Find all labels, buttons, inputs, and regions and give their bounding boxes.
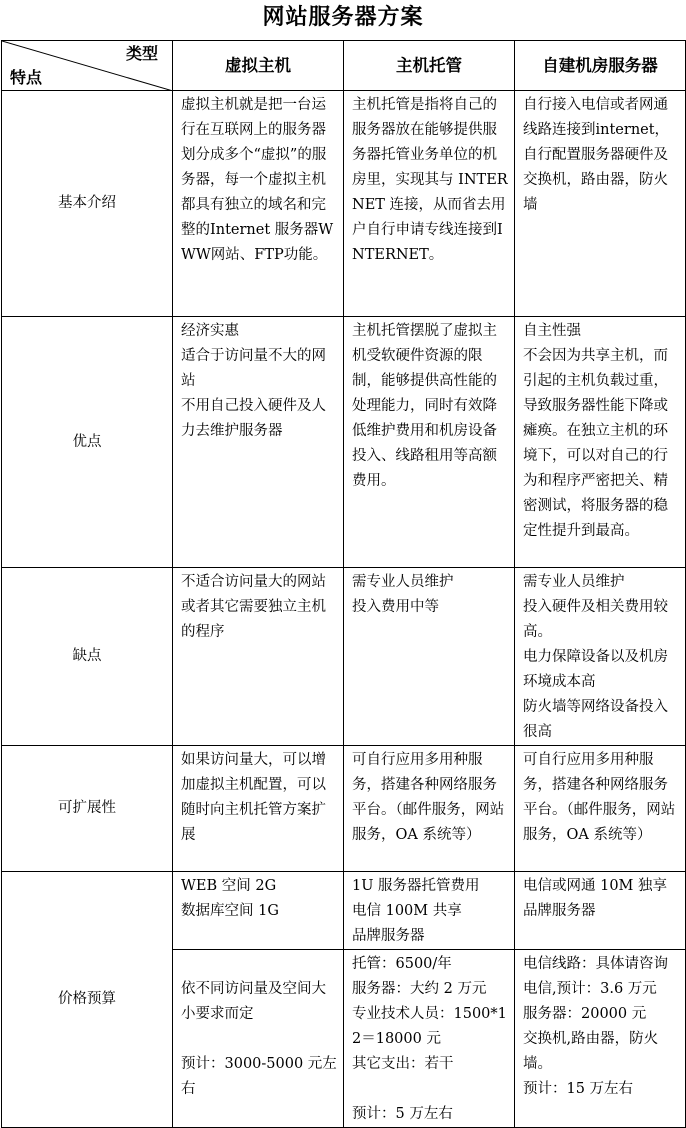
price-config-line: WEB 空间 2G xyxy=(181,878,277,894)
price-config-line: 品牌服务器 xyxy=(352,928,425,944)
price-cost-line: 服务器：20000 元 xyxy=(523,1006,647,1022)
price-config-virtual xyxy=(173,872,344,950)
row-label-intro: 基本介绍 xyxy=(2,91,173,317)
price-cost-line: 依不同访问量及空间大小要求而定 xyxy=(181,981,326,1022)
price-cost-hosting xyxy=(344,950,515,1128)
intro-virtual: 虚拟主机就是把一台运行在互联网上的服务器划分成多个“虚拟”的服务器，每一个虚拟主机都具有独立的域名和完整的Internet 服务器WWW网站、FTP功能。 xyxy=(173,91,344,317)
pros-selfbuilt-line: 不会因为共享主机，而引起的主机负载过重，导致服务器性能下降或瘫痪。在独立主机的环境下，可以对自己的行为和程序严密把关、精密测试，将服务器的稳定性提升到最高。 xyxy=(523,348,668,539)
price-cost-line: 托管：6500/年 xyxy=(352,956,452,972)
cons-virtual: 不适合访问量大的网站或者其它需要独立主机的程序 xyxy=(173,568,344,746)
pros-selfbuilt-line: 自主性强 xyxy=(523,323,581,339)
cons-selfbuilt-line: 投入硬件及相关费用较高。 xyxy=(523,599,668,640)
price-cost-virtual xyxy=(173,950,344,1128)
column-header-hosting: 主机托管 xyxy=(344,41,515,91)
row-pros xyxy=(2,317,686,568)
price-config-line: 1U 服务器托管费用 xyxy=(352,878,480,894)
column-header-virtual: 虚拟主机 xyxy=(173,41,344,91)
price-cost-line: 电信线路：具体请咨询电信,预计：3.6 万元 xyxy=(523,956,668,997)
price-cost-line: 专业技术人员：1500*12＝18000 元 xyxy=(352,1006,507,1047)
cons-selfbuilt-line: 电力保障设备以及机房环境成本高 xyxy=(523,649,668,690)
page-title: 网站服务器方案 xyxy=(262,4,424,30)
cons-selfbuilt-line: 需专业人员维护 xyxy=(523,574,625,590)
type-label: 类型 xyxy=(125,44,158,63)
pros-virtual-line: 经济实惠 xyxy=(181,323,239,339)
row-price-config xyxy=(2,872,686,950)
pros-virtual-line: 不用自己投入硬件及人力去维护服务器 xyxy=(181,398,326,439)
intro-hosting: 主机托管是指将自己的服务器放在能够提供服务器托管业务单位的机房里，实现其与 INTERNET 连接，从而省去用户自行申请专线连接到INTERNET。 xyxy=(344,91,515,317)
header-row xyxy=(2,41,686,91)
pros-selfbuilt xyxy=(515,317,686,568)
row-label-scalability: 可扩展性 xyxy=(2,746,173,872)
price-cost-line: 交换机,路由器，防火墙。 xyxy=(523,1031,659,1072)
pros-virtual xyxy=(173,317,344,568)
scalability-virtual: 如果访问量大，可以增加虚拟主机配置，可以随时向主机托管方案扩展 xyxy=(173,746,344,872)
row-scalability xyxy=(2,746,686,872)
scalability-hosting: 可自行应用多用种服务，搭建各种网络服务平台。（邮件服务，网站服务，OA 系统等） xyxy=(344,746,515,872)
cons-selfbuilt xyxy=(515,568,686,746)
price-config-selfbuilt xyxy=(515,872,686,950)
price-config-line: 电信 100M 共享 xyxy=(352,903,462,919)
feature-label: 特点 xyxy=(10,68,43,87)
row-label-cons: 缺点 xyxy=(2,568,173,746)
price-cost-line: 其它支出：若干 xyxy=(352,1056,454,1072)
cons-hosting-line: 投入费用中等 xyxy=(352,599,439,615)
price-config-hosting xyxy=(344,872,515,950)
price-cost-line: 预计：3000-5000 元左右 xyxy=(181,1056,337,1097)
pros-virtual-line: 适合于访问量不大的网站 xyxy=(181,348,326,389)
column-header-selfbuilt: 自建机房服务器 xyxy=(515,41,686,91)
price-cost-line: 服务器：大约 2 万元 xyxy=(352,981,487,997)
price-cost-line: 预计：15 万左右 xyxy=(523,1081,634,1097)
price-cost-selfbuilt xyxy=(515,950,686,1128)
pros-hosting: 主机托管摆脱了虚拟主机受软硬件资源的限制，能够提供高性能的处理能力，同时有效降低维护费用和机房设备投入、线路租用等高额费用。 xyxy=(344,317,515,568)
price-config-line: 电信或网通 10M 独享 xyxy=(523,878,668,894)
row-label-price: 价格预算 xyxy=(2,872,173,1128)
price-config-line: 数据库空间 1G xyxy=(181,903,279,919)
server-plan-table xyxy=(1,40,686,1128)
corner-cell xyxy=(2,41,173,91)
cons-hosting xyxy=(344,568,515,746)
row-cons xyxy=(2,568,686,746)
row-label-pros: 优点 xyxy=(2,317,173,568)
price-cost-line: 预计：5 万左右 xyxy=(352,1106,453,1122)
cons-selfbuilt-line: 防火墙等网络设备投入很高 xyxy=(523,699,668,740)
cons-hosting-line: 需专业人员维护 xyxy=(352,574,454,590)
scalability-selfbuilt: 可自行应用多用种服务，搭建各种网络服务平台。（邮件服务，网站服务，OA 系统等） xyxy=(515,746,686,872)
price-config-line: 品牌服务器 xyxy=(523,903,596,919)
intro-selfbuilt: 自行接入电信或者网通线路连接到internet，自行配置服务器硬件及交换机，路由器，防火墙 xyxy=(515,91,686,317)
row-intro xyxy=(2,91,686,317)
